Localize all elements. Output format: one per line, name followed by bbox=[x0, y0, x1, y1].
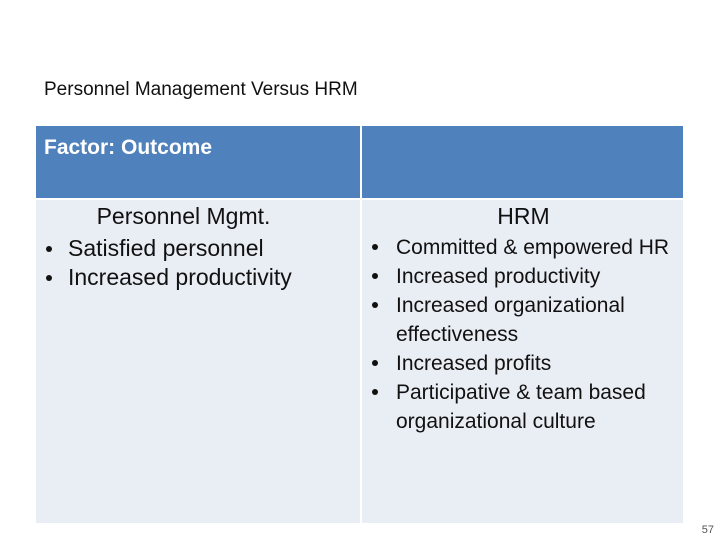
list-item bbox=[368, 378, 680, 436]
column-heading-hrm: HRM bbox=[497, 203, 550, 229]
hrm-bullet-list bbox=[368, 233, 680, 436]
bullet-text: Increased organizational effectiveness bbox=[396, 294, 625, 346]
bullet-icon bbox=[46, 246, 52, 252]
list-item bbox=[44, 234, 354, 263]
list-item bbox=[368, 262, 680, 291]
list-item bbox=[368, 233, 680, 262]
bullet-icon bbox=[46, 275, 52, 281]
bullet-icon bbox=[372, 302, 378, 308]
header-cell-empty bbox=[360, 126, 685, 198]
list-item bbox=[368, 349, 680, 378]
page-number: 57 bbox=[701, 524, 714, 536]
header-cell-factor bbox=[36, 126, 358, 198]
hrm-column bbox=[360, 200, 685, 523]
bullet-text: Increased productivity bbox=[396, 265, 601, 288]
slide-title: Personnel Management Versus HRM bbox=[44, 79, 358, 100]
bullet-icon bbox=[372, 244, 378, 250]
factor-label: Factor: Outcome bbox=[44, 136, 213, 159]
bullet-text: Committed & empowered HR bbox=[396, 236, 670, 259]
column-heading-personnel: Personnel Mgmt. bbox=[96, 203, 271, 229]
bullet-icon bbox=[372, 389, 378, 395]
list-item bbox=[44, 263, 354, 292]
list-item bbox=[368, 291, 680, 349]
bullet-icon bbox=[372, 273, 378, 279]
personnel-mgmt-column bbox=[36, 200, 358, 523]
bullet-text: Increased productivity bbox=[68, 264, 292, 290]
table-header-row bbox=[36, 126, 683, 198]
personnel-bullet-list bbox=[44, 234, 354, 292]
table-body-row bbox=[36, 200, 683, 523]
bullet-text: Participative & team based organizational culture bbox=[396, 381, 646, 433]
bullet-text: Increased profits bbox=[396, 352, 552, 375]
comparison-table bbox=[36, 126, 683, 523]
bullet-icon bbox=[372, 360, 378, 366]
bullet-text: Satisfied personnel bbox=[68, 235, 264, 261]
